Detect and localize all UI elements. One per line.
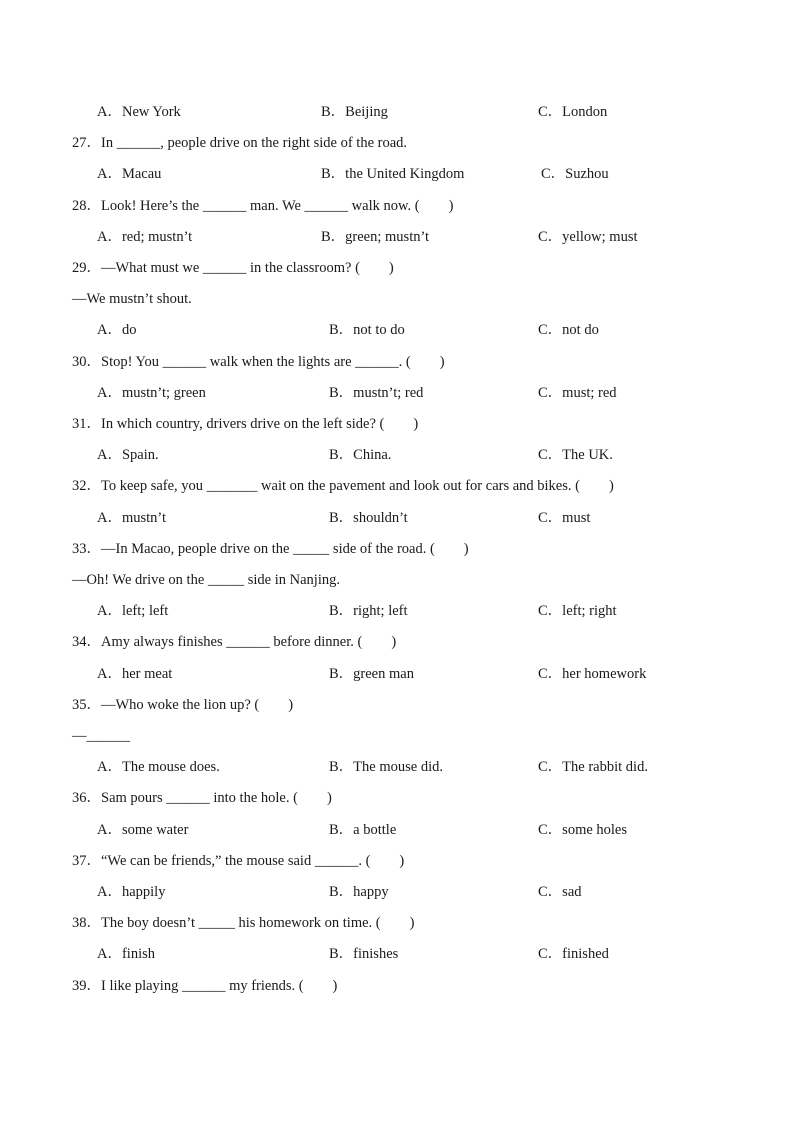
- option-b: B．shouldn’t: [329, 510, 408, 526]
- question-text: 31．In which country, drivers drive on the left side? ( ): [72, 416, 419, 432]
- option-c: C．The UK.: [538, 447, 613, 463]
- option-b: B．the United Kingdom: [321, 166, 465, 182]
- option-b: B．The mouse did.: [329, 759, 443, 775]
- question-text: 32．To keep safe, you _______ wait on the pavement and look out for cars and bikes. ( ): [72, 478, 614, 494]
- option-c: C．some holes: [538, 822, 628, 838]
- option-a: A．happily: [97, 884, 166, 900]
- option-c: C．London: [538, 104, 608, 120]
- option-b: B．a bottle: [329, 822, 397, 838]
- option-b: B．Beijing: [321, 104, 388, 120]
- option-c: C．Suzhou: [541, 166, 609, 182]
- option-a: A．do: [97, 322, 137, 338]
- option-c: C．The rabbit did.: [538, 759, 648, 775]
- option-b: B．happy: [329, 884, 389, 900]
- option-a: A．mustn’t; green: [97, 385, 206, 401]
- option-b: B．finishes: [329, 946, 399, 962]
- option-a: A．Spain.: [97, 447, 159, 463]
- option-c: C．finished: [538, 946, 609, 962]
- option-a: A．New York: [97, 104, 181, 120]
- answer-line: —______: [72, 728, 130, 744]
- option-c: C．sad: [538, 884, 582, 900]
- question-text: 37．“We can be friends,” the mouse said ______. ( ): [72, 853, 405, 869]
- question-text: 29．—What must we ______ in the classroom? ( ): [72, 260, 394, 276]
- option-a: A．The mouse does.: [97, 759, 220, 775]
- question-text: 34．Amy always finishes ______ before dinner. ( ): [72, 634, 397, 650]
- option-c: C．must; red: [538, 385, 617, 401]
- option-b: B．right; left: [329, 603, 408, 619]
- question-text: 35．—Who woke the lion up? ( ): [72, 697, 294, 713]
- option-a: A．left; left: [97, 603, 169, 619]
- question-text: 39．I like playing ______ my friends. ( ): [72, 978, 338, 994]
- option-a: A．finish: [97, 946, 155, 962]
- answer-line: —Oh! We drive on the _____ side in Nanjing.: [72, 572, 340, 588]
- option-b: B．not to do: [329, 322, 405, 338]
- question-text: 30．Stop! You ______ walk when the lights are ______. ( ): [72, 354, 445, 370]
- option-c: C．yellow; must: [538, 229, 638, 245]
- option-b: B．green man: [329, 666, 414, 682]
- option-c: C．must: [538, 510, 591, 526]
- option-a: A．mustn’t: [97, 510, 167, 526]
- option-a: A．red; mustn’t: [97, 229, 193, 245]
- question-text: 33．—In Macao, people drive on the _____ side of the road. ( ): [72, 541, 469, 557]
- option-c: C．left; right: [538, 603, 617, 619]
- option-b: B．mustn’t; red: [329, 385, 424, 401]
- question-text: 27．In ______, people drive on the right side of the road.: [72, 135, 408, 151]
- option-a: A．Macau: [97, 166, 162, 182]
- question-text: 38．The boy doesn’t _____ his homework on time. ( ): [72, 915, 415, 931]
- option-c: C．not do: [538, 322, 599, 338]
- option-a: A．her meat: [97, 666, 173, 682]
- option-b: B．green; mustn’t: [321, 229, 430, 245]
- option-c: C．her homework: [538, 666, 647, 682]
- answer-line: —We mustn’t shout.: [72, 291, 192, 307]
- question-text: 36．Sam pours ______ into the hole. ( ): [72, 790, 332, 806]
- option-a: A．some water: [97, 822, 189, 838]
- question-text: 28．Look! Here’s the ______ man. We ______ walk now. ( ): [72, 198, 454, 214]
- option-b: B．China.: [329, 447, 392, 463]
